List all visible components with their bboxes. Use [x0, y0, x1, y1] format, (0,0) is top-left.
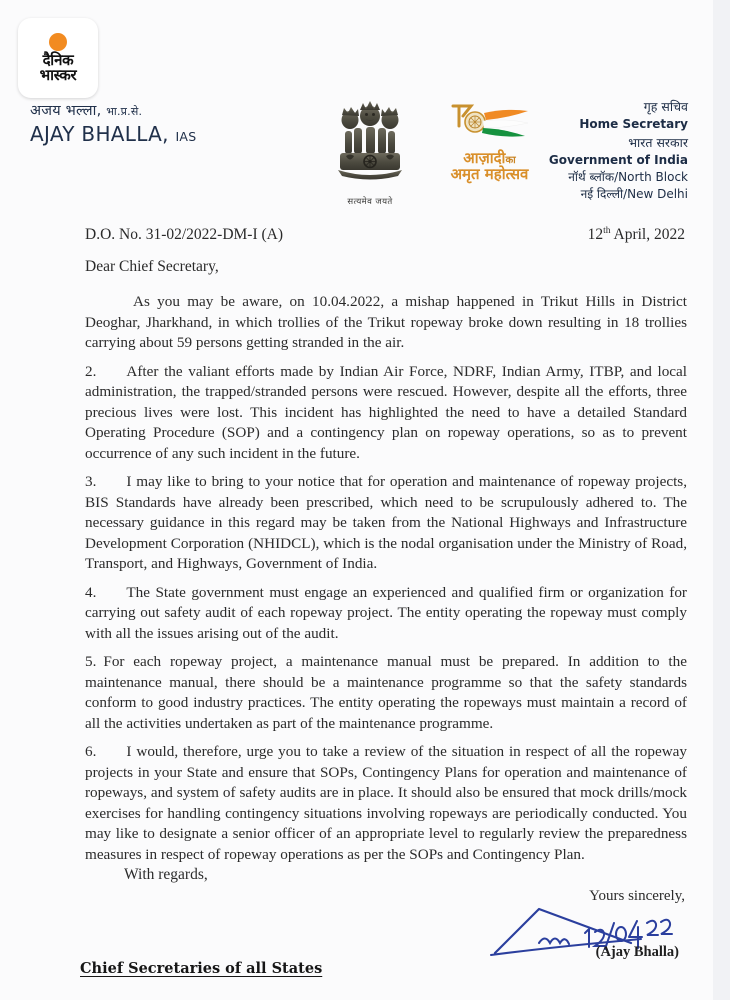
paragraph-3-text: I may like to bring to your notice that for operation and maintenance of ropeway projects, BIS Standards have already been prescribed, which need to be scrupulously adhered to. The necessary guidance in this regard may be taken from the National Highways and Infrastructure Development Corporation (NHIDCL), which is the nodal organisation under the Ministry of Road, Transport, and Highways, Government of India. — [85, 473, 687, 573]
national-emblem — [330, 98, 410, 207]
paragraph-2 — [85, 362, 687, 465]
salutation: Dear Chief Secretary, — [85, 258, 219, 275]
sun-icon — [49, 33, 67, 51]
national-emblem-icon — [330, 98, 410, 190]
paragraph-1-text: As you may be aware, on 10.04.2022, a mishap happened in Trikut Hills in District Deoghar, Jharkhand, in which trollies of the Trikut ropeway broke down resulting in 18 trollies carrying about 59 persons getting stranded in the air. — [85, 293, 687, 352]
page-gutter — [713, 0, 730, 1000]
signoff-block — [435, 888, 685, 959]
paragraph-5-number: 5. — [85, 653, 97, 671]
office-address-block — [549, 98, 688, 204]
paragraph-5-text: For each ropeway project, a maintenance manual must be prepared. In addition to the maintenance manual, there should be a maintenance programme so that the safety standards conform to good industry practices. The entity operating the ropeways must maintain a record of all the activities undertaken as part of the maintenance programme. — [85, 653, 687, 732]
yours-sincerely: Yours sincerely, — [589, 888, 685, 904]
paragraph-6 — [85, 742, 687, 865]
address-line-5: नई दिल्ली/New Delhi — [580, 187, 688, 202]
azadi-ka-amrit-mahotsav-logo — [437, 100, 542, 182]
paragraph-1 — [85, 292, 687, 354]
dainik-bhaskar-logo — [18, 18, 98, 98]
emblem-motto: सत्यमेव जयते — [347, 197, 393, 207]
sender-designation: IAS — [175, 129, 197, 144]
azadi-line1-small: का — [505, 155, 516, 166]
letter-date — [588, 226, 685, 244]
paragraph-2-number: 2. — [85, 362, 97, 380]
address-line-0: गृह सचिव — [643, 99, 688, 114]
reference-row — [85, 226, 685, 244]
sender-service-hindi: भा.प्र.से. — [106, 105, 143, 118]
paragraph-4-number: 4. — [85, 583, 97, 601]
sender-name-hindi-text: अजय भल्ला, — [30, 103, 102, 119]
sender-identity — [30, 100, 197, 146]
address-line-3: Government of India — [548, 152, 688, 167]
azadi-line2: अमृत महोत्सव — [450, 165, 529, 183]
paragraph-6-number: 6. — [85, 743, 97, 761]
signed-name: (Ajay Bhalla) — [595, 944, 679, 960]
paragraph-4-text: The State government must engage an experienced and qualified firm or organization for carrying out safety audit of each ropeway project. The entity operating the ropeway must comply with all the issues arising out of the audit. — [85, 583, 687, 642]
sender-name-english-text: AJAY BHALLA, — [30, 122, 169, 146]
recipient-line: Chief Secretaries of all States — [80, 960, 323, 977]
azadi-line1 — [437, 151, 542, 166]
azadi-line1-main: आज़ादी — [463, 149, 506, 167]
paragraph-3 — [85, 472, 687, 575]
sender-name-hindi — [30, 100, 197, 120]
paragraph-4 — [85, 583, 687, 645]
date-rest: April, 2022 — [610, 226, 685, 244]
with-regards: With regards, — [124, 866, 208, 883]
paragraph-6-text: I would, therefore, urge you to take a review of the situation in respect of all the ropeway projects in your State and ensure that SOPs, Contingency Plans for operation and maintenance of ropeways, and system of safety audits are in place. It should also be ensured that mock drills/mock exercises for handling contingency situations involving ropeways are periodically conducted. You may like to designate a senior officer of an appropriate level to regularly review the preparedness measures in respect of ropeway operations as per the SOPs and Contingency Plan. — [85, 743, 687, 863]
address-line-4: नॉर्थ ब्लॉक/North Block — [568, 170, 688, 185]
date-day: 12 — [587, 226, 604, 244]
azadi-flag-icon — [437, 100, 542, 146]
sender-name-english — [30, 122, 197, 146]
logo-text-line2: भास्कर — [39, 66, 77, 84]
paragraph-3-number: 3. — [85, 473, 97, 491]
paragraph-2-text: After the valiant efforts made by Indian Air Force, NDRF, Indian Army, ITBP, and local administration, the trapped/stranded persons were rescued. However, despite all the efforts, three precious lives were lost. This incident has highlighted the need to have a detailed Standard Operating Procedure (SOP) and a contingency plan on ropeway operations, so as to prevent occurrence of any such incident in the future. — [85, 362, 687, 462]
paragraph-5 — [85, 652, 687, 734]
address-line-2: भारत सरकार — [628, 134, 688, 150]
date-ordinal: th — [603, 226, 611, 236]
letter-body — [85, 292, 687, 873]
letterhead — [0, 98, 713, 208]
address-line-1: Home Secretary — [579, 117, 688, 132]
do-number: D.O. No. 31-02/2022-DM-I (A) — [85, 226, 284, 243]
logo-text-line1: दैनिक — [42, 50, 74, 69]
signature-area — [435, 903, 685, 959]
